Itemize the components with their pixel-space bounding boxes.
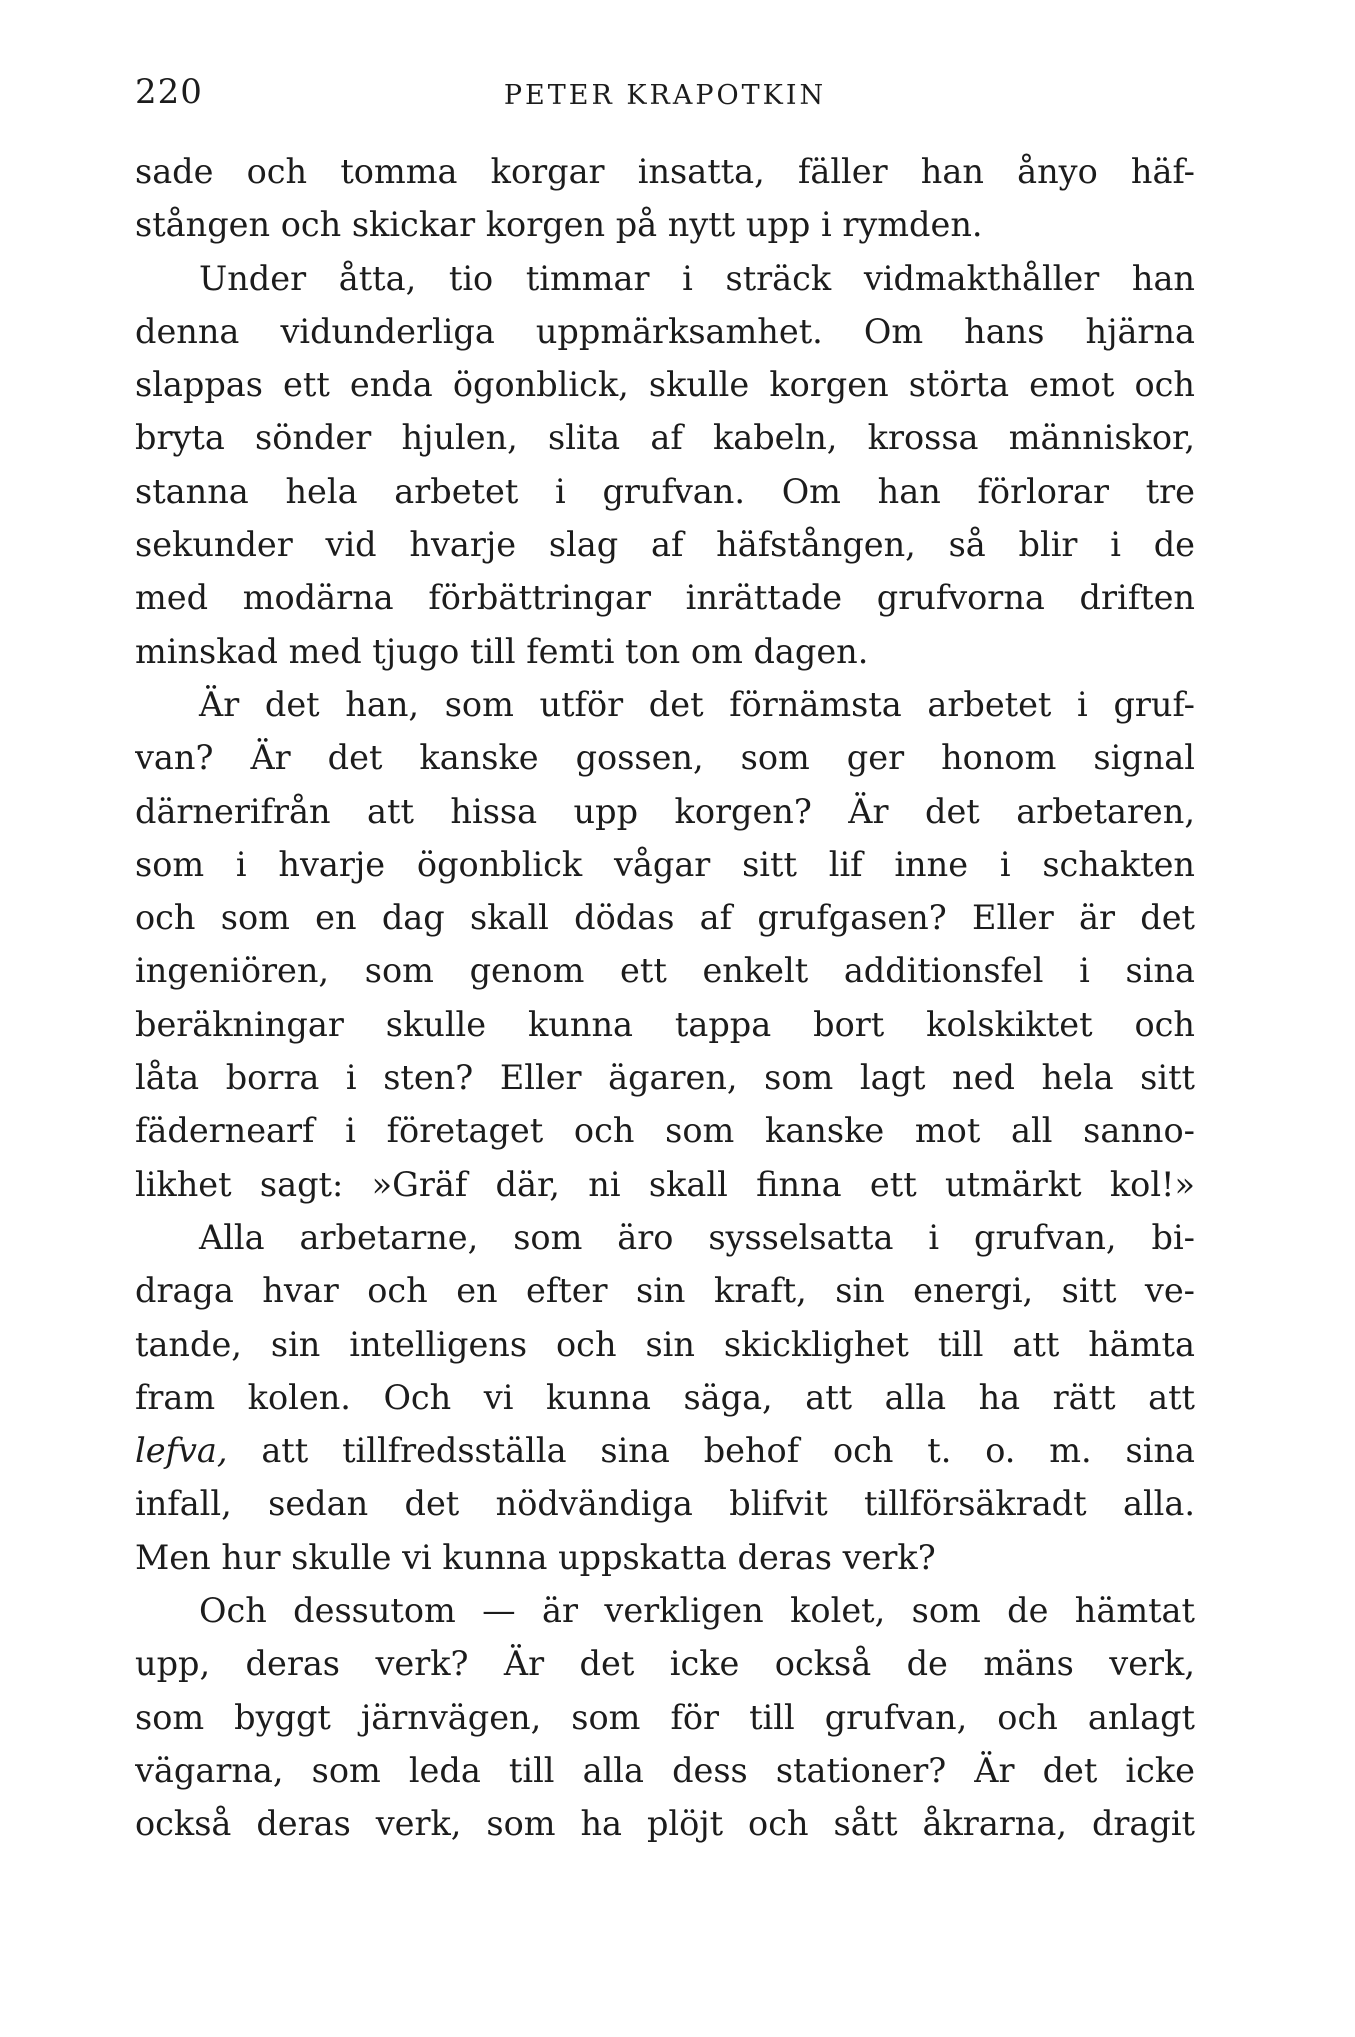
text-line: sade och tomma korgar insatta, fäller han ånyo häf- <box>135 152 1195 191</box>
text-line: slappas ett enda ögonblick, skulle korgen störta emot och <box>135 365 1195 405</box>
running-title: PETER KRAPOTKIN <box>503 80 827 111</box>
text-line: likhet sagt: »Gräf där, ni skall finna ett utmärkt kol!» <box>135 1164 1195 1204</box>
text-line: och som en dag skall dödas af grufgasen? Eller är det <box>135 898 1195 938</box>
text-line: låta borra i sten? Eller ägaren, som lagt ned hela sitt <box>135 1058 1195 1098</box>
text-line: van? Är det kanske gossen, som ger honom signal <box>135 738 1195 778</box>
text-line: denna vidunderliga uppmärksamhet. Om hans hjärna <box>135 311 1195 351</box>
text-line: som byggt järnvägen, som för till grufvan, och anlagt <box>135 1697 1195 1737</box>
text-line: med modärna förbättringar inrättade grufvorna driften <box>135 578 1195 618</box>
text-line: Och dessutom — är verkligen kolet, som de hämtat <box>199 1591 1195 1631</box>
text-line: som i hvarje ögonblick vågar sitt lif inne i schakten <box>135 844 1195 884</box>
text-line: infall, sedan det nödvändiga blifvit tillförsäkradt alla. <box>135 1484 1195 1524</box>
text-line: sekunder vid hvarje slag af häfstången, så blir i de <box>135 525 1195 565</box>
text-line: vägarna, som leda till alla dess stationer? Är det icke <box>135 1750 1195 1790</box>
text-line: upp, deras verk? Är det icke också de mäns verk, <box>135 1644 1195 1684</box>
text-line: stången och skickar korgen på nytt upp i rymden. <box>135 205 983 245</box>
text-line: Alla arbetarne, som äro sysselsatta i grufvan, bi- <box>199 1217 1195 1257</box>
text-line: Är det han, som utför det förnämsta arbetet i gruf- <box>199 684 1195 724</box>
page-header <box>135 72 1195 122</box>
text-line: ingeniören, som genom ett enkelt additionsfel i sina <box>135 951 1195 991</box>
emphasized-word: lefva, <box>135 1431 228 1471</box>
text-line: tande, sin intelligens och sin skicklighet till att hämta <box>135 1324 1195 1364</box>
text-line: därnerifrån att hissa upp korgen? Är det arbetaren, <box>135 791 1195 831</box>
text-line: fram kolen. Och vi kunna säga, att alla ha rätt att <box>135 1377 1195 1417</box>
text-line: bryta sönder hjulen, slita af kabeln, krossa människor, <box>135 418 1195 458</box>
page-number: 220 <box>135 72 203 112</box>
text-line: beräkningar skulle kunna tappa bort kolskiktet och <box>135 1004 1195 1044</box>
text-line: stanna hela arbetet i grufvan. Om han förlorar tre <box>135 471 1195 511</box>
text-line: fädernearf i företaget och som kanske mot all sanno- <box>135 1111 1195 1151</box>
text-line: Men hur skulle vi kunna uppskatta deras verk? <box>135 1537 936 1577</box>
body-text <box>135 145 1195 1851</box>
text-line: också deras verk, som ha plöjt och sått åkrarna, dragit <box>135 1804 1195 1844</box>
text-line: minskad med tjugo till femti ton om dagen. <box>135 631 869 671</box>
text-line-rest: att tillfredsställa sina behof och t. o. m. sina <box>227 1431 1195 1471</box>
text-line: draga hvar och en efter sin kraft, sin energi, sitt ve- <box>135 1271 1195 1311</box>
text-line: Under åtta, tio timmar i sträck vidmakthåller han <box>199 258 1195 298</box>
text-line-with-emphasis <box>135 1424 1195 1477</box>
